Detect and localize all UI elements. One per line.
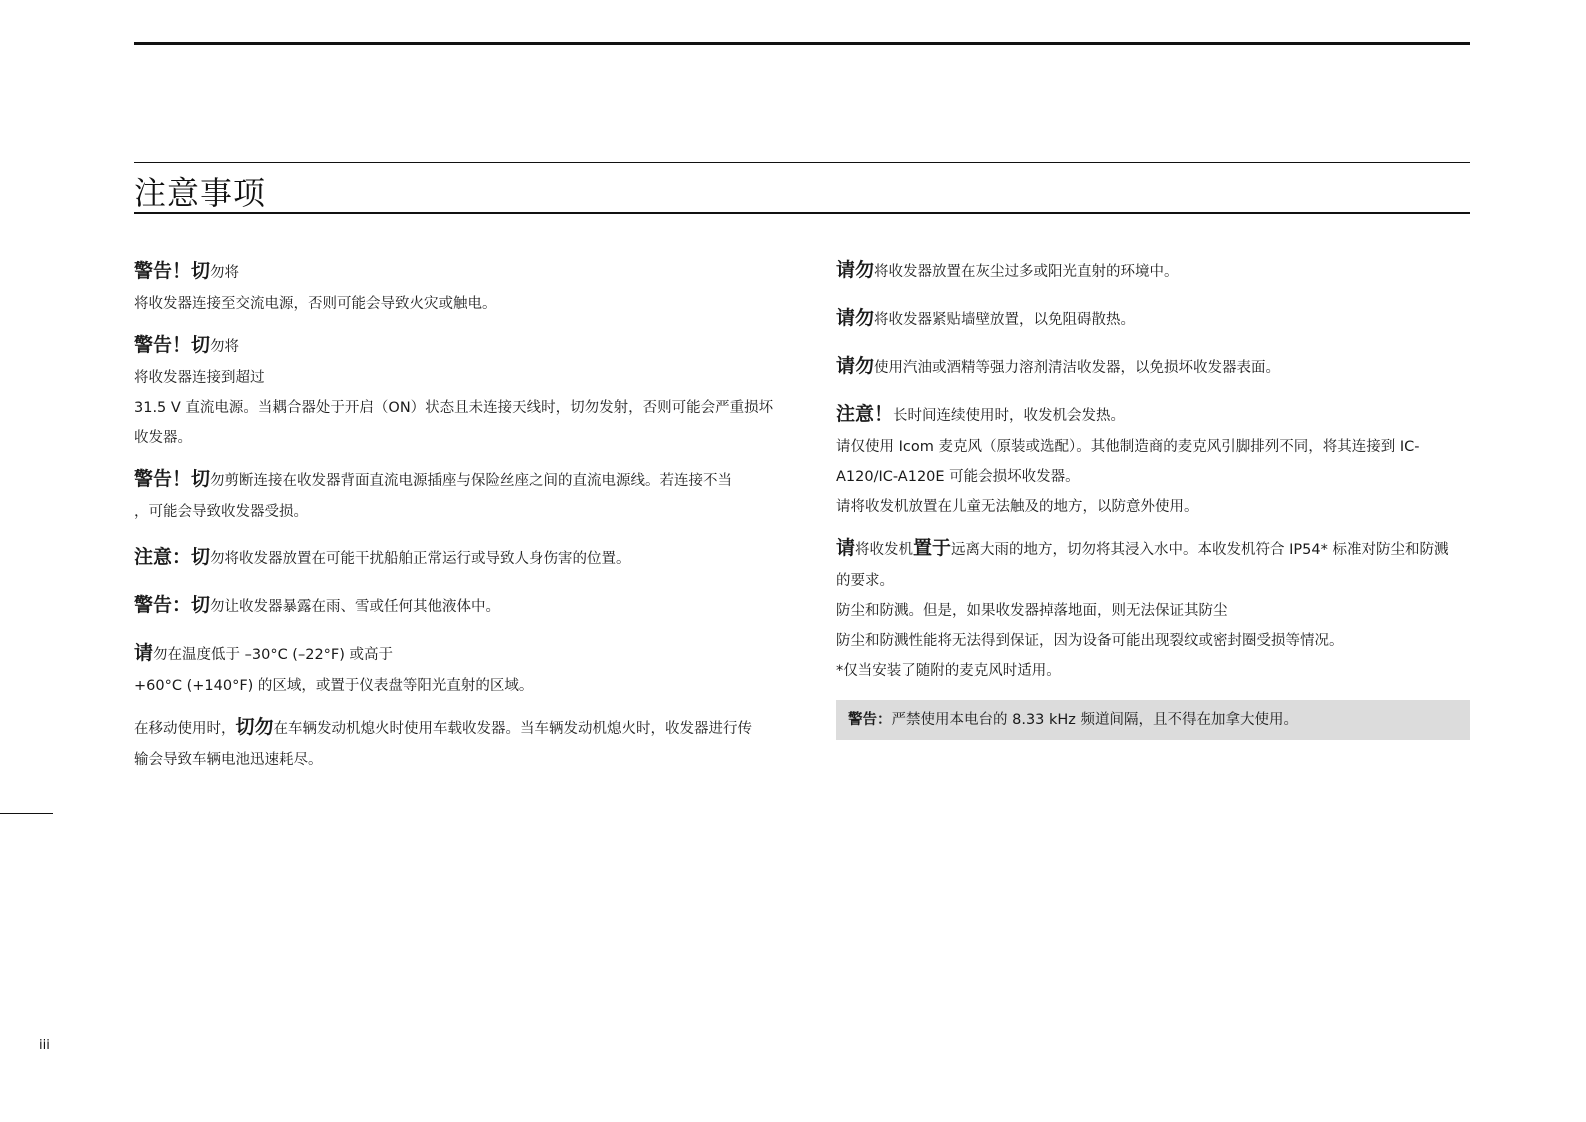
- caution-label: 注意：切: [134, 546, 211, 568]
- notice-text: 输会导致车辆电池迅速耗尽。: [134, 752, 323, 768]
- notice-text: 使用汽油或酒精等强力溶剂清洁收发器，以免损坏收发器表面。: [874, 360, 1281, 376]
- warning-note-text: 严禁使用本电台的 8.33 kHz 频道间隔，且不得在加拿大使用。: [891, 712, 1299, 728]
- footnote: *仅当安装了随附的麦克风时适用。: [836, 663, 1061, 679]
- warning-text: 勿让收发器暴露在雨、雪或任何其他液体中。: [210, 599, 501, 615]
- notice-text: 在车辆发动机熄火时使用车载收发器。当车辆发动机熄火时，收发器进行传: [273, 721, 753, 737]
- notice-label: 请勿: [836, 307, 875, 329]
- notice-label: 切勿: [235, 716, 274, 738]
- caution-text: 长时间连续使用时，收发机会发热。: [893, 408, 1126, 424]
- warning-text: 将收发器连接到超过: [134, 370, 265, 386]
- notice-text: 勿在温度低于 –30°C (–22°F) 或高于: [153, 647, 394, 663]
- notice-text: 将收发器放置在灰尘过多或阳光直射的环境中。: [874, 264, 1179, 280]
- warning-dc-voltage: [134, 329, 784, 453]
- page-number: iii: [39, 1038, 50, 1053]
- notice-text: 防尘和防溅性能将无法得到保证，因为设备可能出现裂纹或密封圈受损等情况。: [836, 633, 1344, 649]
- left-column: [134, 255, 784, 775]
- warning-label: 警告！切: [134, 334, 211, 356]
- warning-note-label: 警告：: [848, 712, 892, 728]
- notice-text: 的要求。: [836, 573, 894, 589]
- warning-text: 收发器。: [134, 430, 192, 446]
- warning-text: 勿将: [210, 339, 240, 355]
- warning-label: 警告：切: [134, 594, 211, 616]
- notice-text: 在移动使用时，: [134, 721, 236, 737]
- caution-text: A120/IC-A120E 可能会损坏收发器。: [836, 469, 1080, 485]
- notice-label: 请: [134, 642, 154, 664]
- warning-label: 警告！切: [134, 260, 211, 282]
- notice-text: 将收发机: [855, 542, 914, 558]
- warning-liquids: [134, 589, 784, 623]
- title-bottom-rule: [134, 212, 1470, 214]
- caution-placement: [134, 541, 784, 575]
- warning-dc-cable: [134, 463, 784, 527]
- warning-note-box: [836, 700, 1470, 740]
- warning-text: 勿将: [210, 265, 240, 281]
- top-rule: [134, 42, 1470, 45]
- warning-text: 31.5 V 直流电源。当耦合器处于开启（ON）状态且未连接天线时，切勿发射，否则可能会严重损坏: [134, 400, 774, 416]
- warning-text: 将收发器连接至交流电源，否则可能会导致火灾或触电。: [134, 296, 497, 312]
- caution-text: 勿将收发器放置在可能干扰船舶正常运行或导致人身伤害的位置。: [210, 551, 631, 567]
- caution-text: 请将收发机放置在儿童无法触及的地方，以防意外使用。: [836, 499, 1199, 515]
- notice-temperature: [134, 637, 784, 701]
- page-title: 注意事项: [134, 174, 267, 212]
- warning-text: 勿剪断连接在收发器背面直流电源插座与保险丝座之间的直流电源线。若连接不当: [210, 473, 733, 489]
- warning-text: ，可能会导致收发器受损。: [134, 504, 308, 520]
- notice-text: 防尘和防溅。但是，如果收发器掉落地面，则无法保证其防尘: [836, 603, 1228, 619]
- caution-text: 请仅使用 Icom 麦克风（原装或选配）。其他制造商的麦克风引脚排列不同，将其连接到 IC-: [836, 439, 1420, 455]
- warning-label: 警告！切: [134, 468, 211, 490]
- caution-label: 注意！: [836, 403, 894, 425]
- notice-label: 请勿: [836, 259, 875, 281]
- notice-label: 请勿: [836, 355, 875, 377]
- notice-label: 请: [836, 537, 856, 559]
- warning-ac-power: [134, 255, 784, 319]
- notice-text: +60°C (+140°F) 的区域，或置于仪表盘等阳光直射的区域。: [134, 678, 534, 694]
- notice-wall-placement: [836, 302, 1470, 336]
- notice-label: 置于: [913, 537, 952, 559]
- right-column: [836, 254, 1470, 740]
- notice-text: 远离大雨的地方，切勿将其浸入水中。本收发机符合 IP54* 标准对防尘和防溅: [951, 542, 1449, 558]
- caution-heat: [836, 398, 1470, 522]
- title-top-rule: [134, 162, 1470, 163]
- margin-tab-rule: [0, 813, 53, 814]
- notice-rain-ip54: [836, 532, 1470, 686]
- notice-vehicle-battery: [134, 711, 784, 775]
- notice-dust-sunlight: [836, 254, 1470, 288]
- notice-text: 将收发器紧贴墙壁放置，以免阻碍散热。: [874, 312, 1136, 328]
- notice-solvents: [836, 350, 1470, 384]
